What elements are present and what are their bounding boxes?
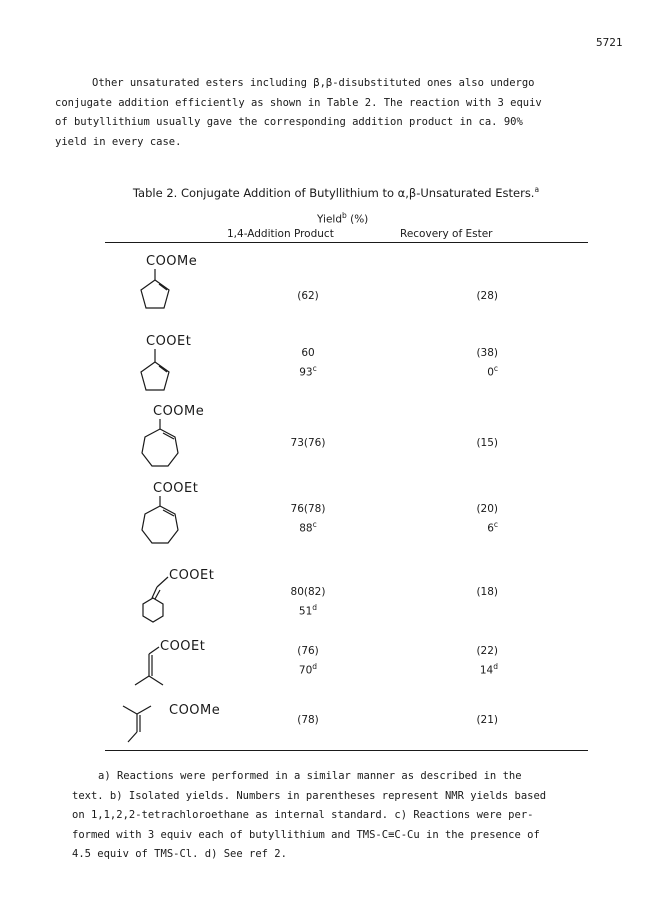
footnote-mark: c xyxy=(493,520,498,529)
cyclohexylidene-structure xyxy=(135,570,195,626)
product-yield xyxy=(278,346,338,381)
recovery-yield xyxy=(428,346,498,381)
recovery-value: (38) xyxy=(476,347,498,359)
intro-line: conjugate addition efficiently as shown in Table 2. The reaction with 3 equiv xyxy=(55,96,542,109)
recovery-value: 6 xyxy=(487,522,494,535)
recovery-yield xyxy=(428,502,498,537)
footnote-mark: c xyxy=(312,364,317,373)
product-yield xyxy=(278,502,338,537)
footnote-mark: d xyxy=(312,662,318,671)
yield-value: 76(78) xyxy=(290,503,326,515)
table-bottom-rule xyxy=(105,750,588,751)
recovery-value: (21) xyxy=(476,714,498,726)
footnote-line: on 1,1,2,2-tetrachloroethane as internal standard. c) Reactions were per- xyxy=(72,809,534,821)
footnote-mark: c xyxy=(312,520,317,529)
recovery-yield xyxy=(428,644,498,679)
recovery-value: (20) xyxy=(476,503,498,515)
product-yield xyxy=(278,585,338,620)
yield-value: 70 xyxy=(298,664,313,677)
column-header-product: 1,4-Addition Product xyxy=(227,228,334,240)
recovery-value: (22) xyxy=(476,645,498,657)
yield-value: 88 xyxy=(299,522,313,535)
recovery-value: (18) xyxy=(476,586,498,598)
cyclopentene-structure xyxy=(130,268,190,318)
page-number: 5721 xyxy=(596,36,623,49)
table-caption-text: Table 2. Conjugate Addition of Butyllithium to α,β-Unsaturated Esters. xyxy=(132,185,535,200)
cyclopentene-structure xyxy=(130,348,190,398)
product-yield xyxy=(278,644,338,679)
caption-footnote-mark: a xyxy=(534,185,540,194)
ester-label: COOMe xyxy=(146,254,198,269)
yield-footnote-mark: b xyxy=(342,211,347,220)
footnote-line: formed with 3 equiv each of butyllithium and TMS-C≡C-Cu in the presence of xyxy=(72,828,540,841)
product-yield xyxy=(278,289,338,304)
ester-label: COOEt xyxy=(169,568,215,583)
ester-label: COOEt xyxy=(146,334,192,349)
methylbutenoate-structure xyxy=(118,702,178,748)
recovery-yield xyxy=(428,289,498,304)
ester-label: COOEt xyxy=(160,639,206,654)
cycloheptene-structure xyxy=(135,495,195,553)
recovery-value: 0 xyxy=(487,366,494,379)
ester-label: COOMe xyxy=(153,404,205,419)
column-header-recovery: Recovery of Ester xyxy=(400,228,493,240)
table-footnotes xyxy=(72,767,617,865)
yield-value: 60 xyxy=(301,347,315,359)
intro-paragraph xyxy=(55,74,617,152)
product-yield xyxy=(278,713,338,728)
intro-line: of butyllithium usually gave the corresponding addition product in ca. 90% xyxy=(55,116,523,128)
recovery-yield xyxy=(428,713,498,728)
dimethylacrylate-structure xyxy=(128,640,188,690)
product-yield xyxy=(278,436,338,451)
footnote-mark: d xyxy=(312,603,318,612)
recovery-value: (15) xyxy=(476,437,498,449)
table-top-rule xyxy=(105,242,588,243)
cycloheptene-structure xyxy=(135,418,195,476)
footnote-mark: c xyxy=(493,364,498,373)
yield-value: 51 xyxy=(298,605,313,618)
footnote-line: 4.5 equiv of TMS-Cl. d) See ref 2. xyxy=(72,848,287,860)
intro-line: Other unsaturated esters including β,β-disubstituted ones also undergo xyxy=(92,77,535,89)
ester-label: COOMe xyxy=(169,703,221,718)
recovery-yield xyxy=(428,585,498,600)
yield-value: (76) xyxy=(297,645,319,657)
yield-unit: (%) xyxy=(350,213,369,226)
recovery-value: (28) xyxy=(476,290,498,302)
intro-line: yield in every case. xyxy=(55,135,182,148)
footnote-mark: d xyxy=(493,662,498,671)
yield-value: (78) xyxy=(297,714,319,726)
footnote-line: text. b) Isolated yields. Numbers in parentheses represent NMR yields based xyxy=(72,789,547,802)
yield-value: 73(76) xyxy=(290,437,326,449)
ester-label: COOEt xyxy=(153,481,199,496)
recovery-yield xyxy=(428,436,498,451)
recovery-value: 14 xyxy=(479,664,494,677)
yield-header xyxy=(317,211,368,226)
yield-label: Yield xyxy=(317,213,342,226)
yield-value: (62) xyxy=(297,290,319,302)
table-caption xyxy=(0,185,672,200)
footnote-line: a) Reactions were performed in a similar manner as described in the xyxy=(98,770,522,782)
yield-value: 93 xyxy=(299,366,313,379)
yield-value: 80(82) xyxy=(290,586,326,598)
